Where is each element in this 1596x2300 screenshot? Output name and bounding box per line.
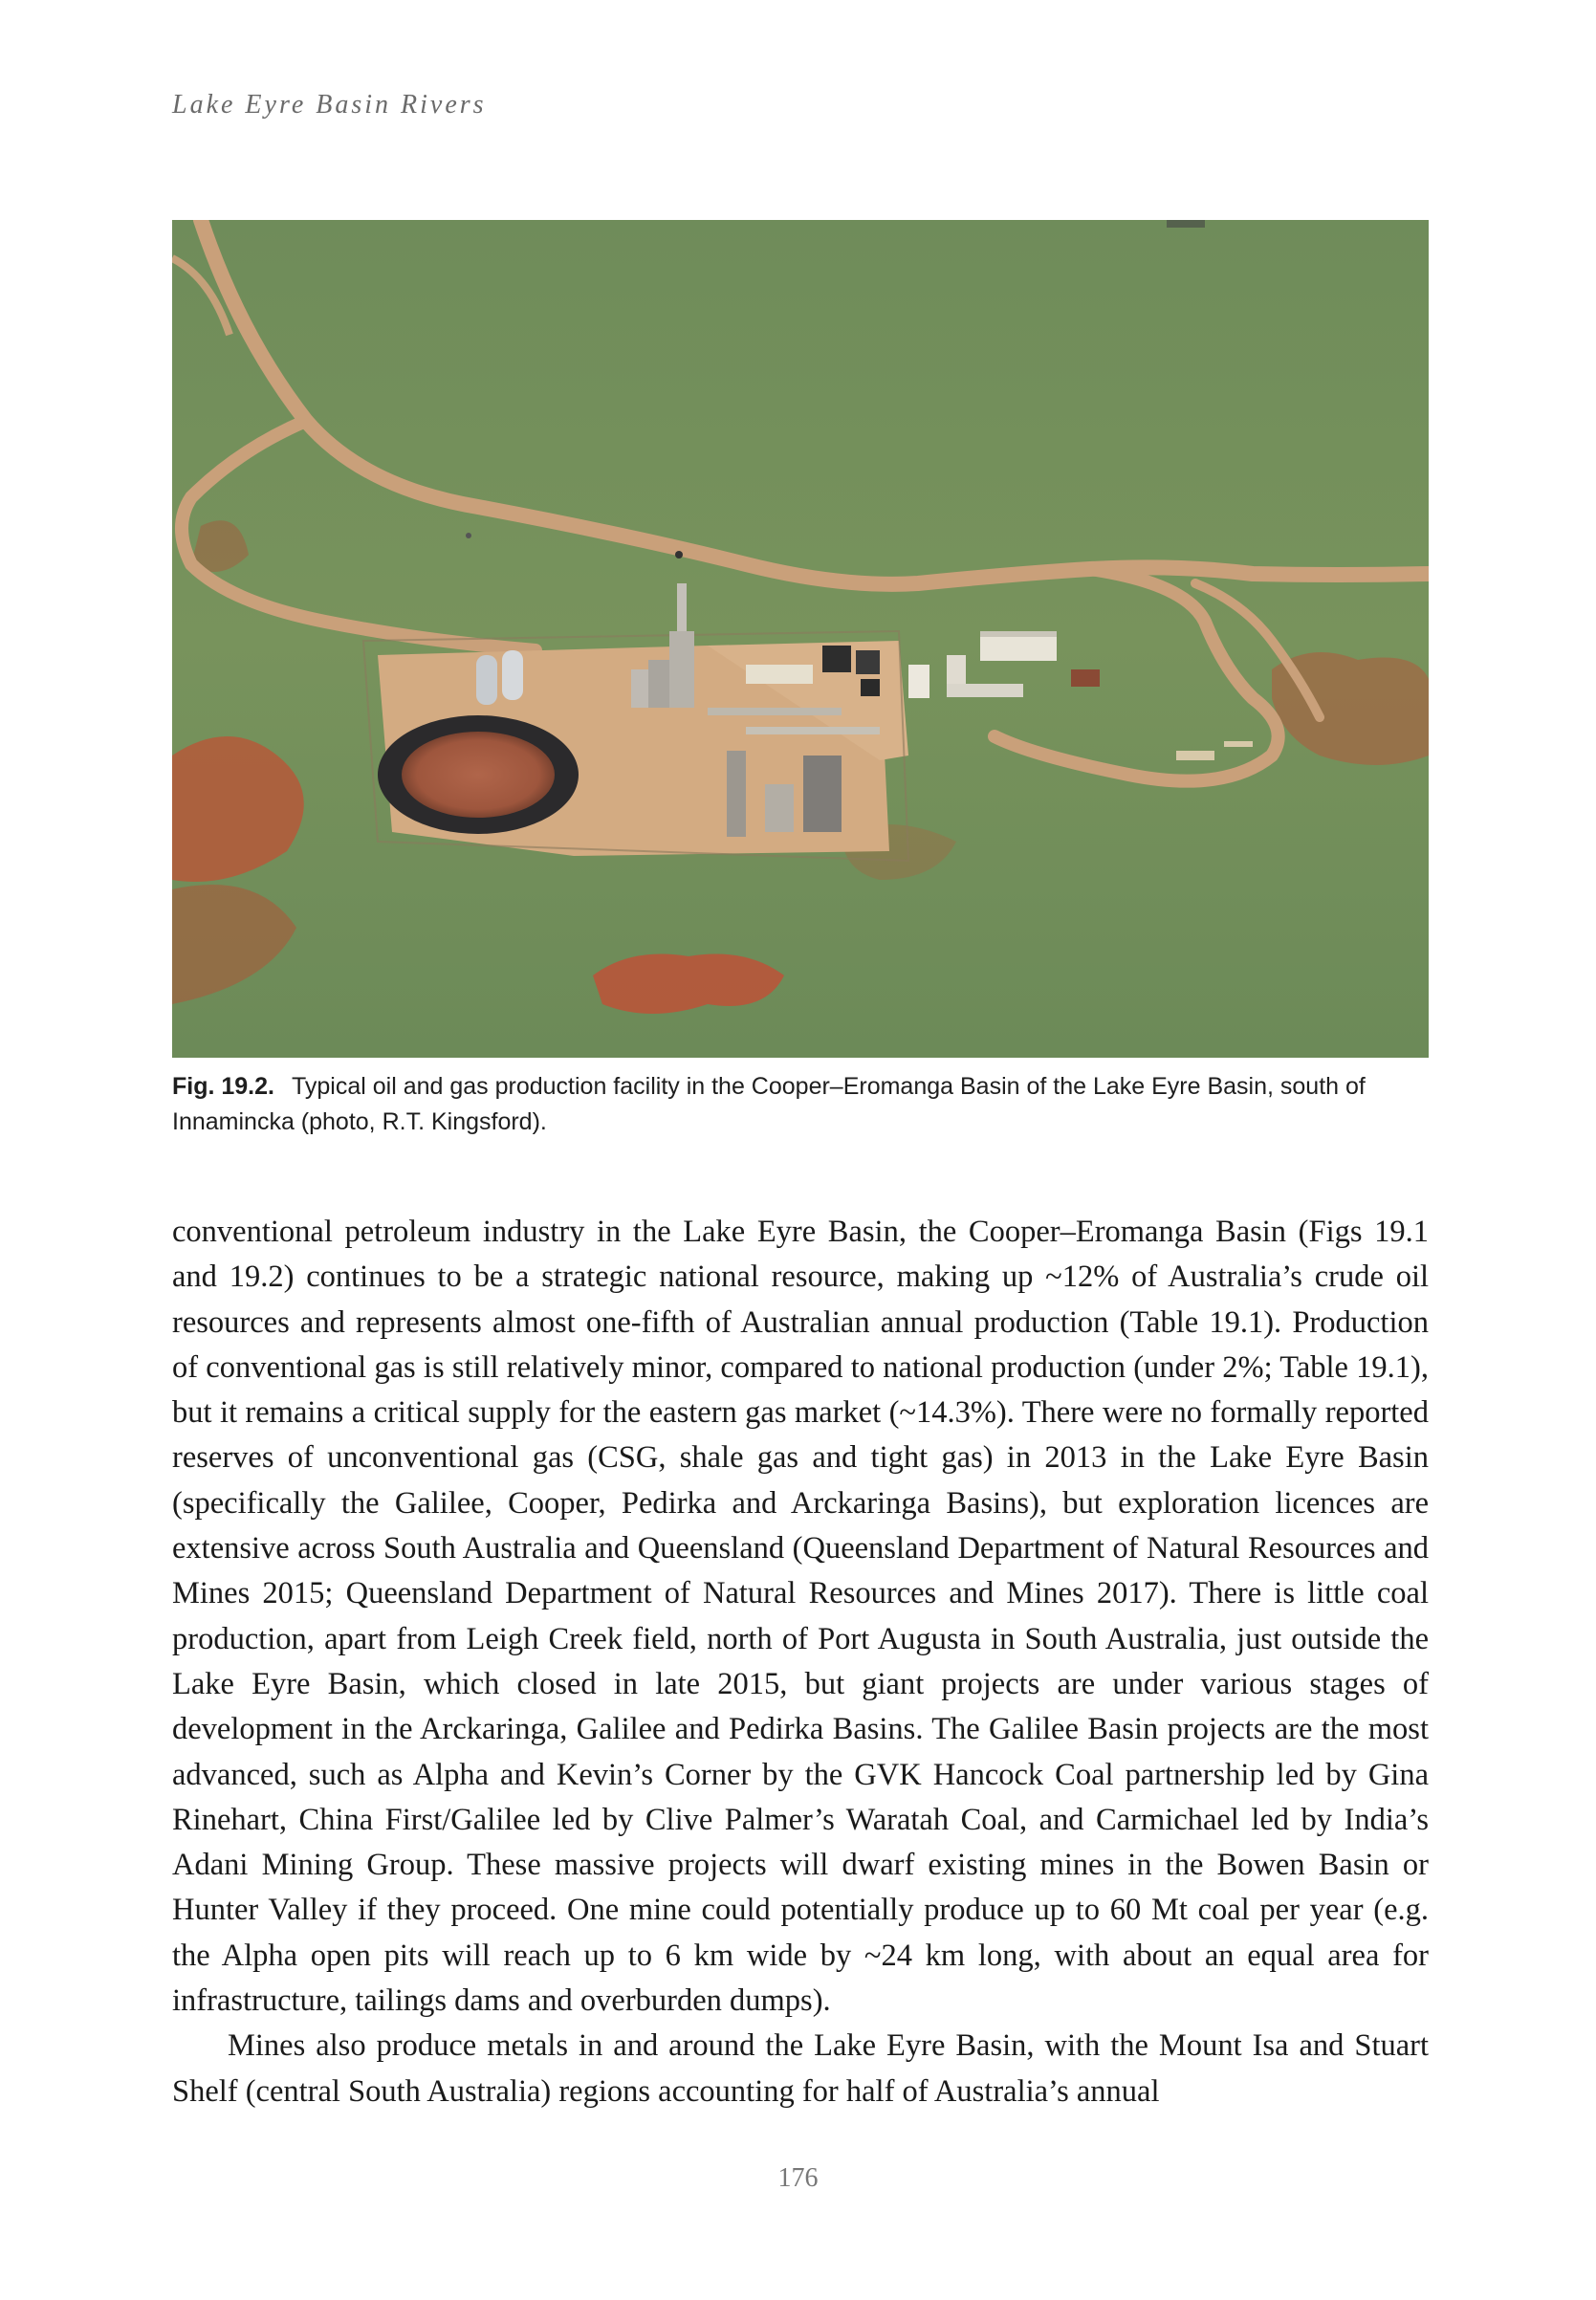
body-text xyxy=(172,1210,1429,2114)
running-head: Lake Eyre Basin Rivers xyxy=(172,90,487,120)
paragraph: Mines also produce metals in and around the Lake Eyre Basin, with the Mount Isa and Stuart Shelf (central South Australia) regions accounting for half of Australia’s annual xyxy=(172,2028,1429,2109)
figure-label: Fig. 19.2. xyxy=(172,1073,274,1100)
aerial-photo xyxy=(172,220,1429,1058)
page-number: 176 xyxy=(777,2163,819,2193)
paragraph: conventional petroleum industry in the Lake Eyre Basin, the Cooper–Eromanga Basin (Figs 19.1 and 19.2) continues to be a strategic national resource, making up ~12% of Australia’s crude oil resources and represents almost one-fifth of Australian annual production (Table 19.1). Production of conventional gas is still relatively minor, compared to national production (under 2%; Table 19.1), but it remains a critical supply for the eastern gas market (~14.3%). There were no formally reported reserves of unconventional gas (CSG, shale gas and tight gas) in 2013 in the Lake Eyre Basin (specifically the Galilee, Cooper, Pedirka and Arckaringa Basins), but exploration licences are extensive across South Australia and Queensland (Queensland Department of Natural Resources and Mines 2015; Queensland Department of Natural Resources and Mines 2017). There is little coal production, apart from Leigh Creek field, north of Port Augusta in South Australia, just outside the Lake Eyre Basin, which closed in late 2015, but giant projects are under various stages of development in the Arckaringa, Galilee and Pedirka Basins. The Galilee Basin projects are the most advanced, such as Alpha and Kevin’s Corner by the GVK Hancock Coal partnership led by Gina Rinehart, China First/Galilee led by Clive Palmer’s Waratah Coal, and Carmichael led by India’s Adani Mining Group. These massive projects will dwarf existing mines in the Bowen Basin or Hunter Valley if they proceed. One mine could potentially produce up to 60 Mt coal per year (e.g. the Alpha open pits will reach up to 6 km wide by ~24 km long, with about an equal area for infrastructure, tailings dams and overburden dumps). xyxy=(172,1215,1429,2019)
figure-caption-text: Typical oil and gas production facility in the Cooper–Eromanga Basin of the Lake Eyre Basin, south of Innamincka (photo, R.T. Kingsford). xyxy=(172,1073,1366,1135)
figure-caption xyxy=(172,1069,1429,1140)
